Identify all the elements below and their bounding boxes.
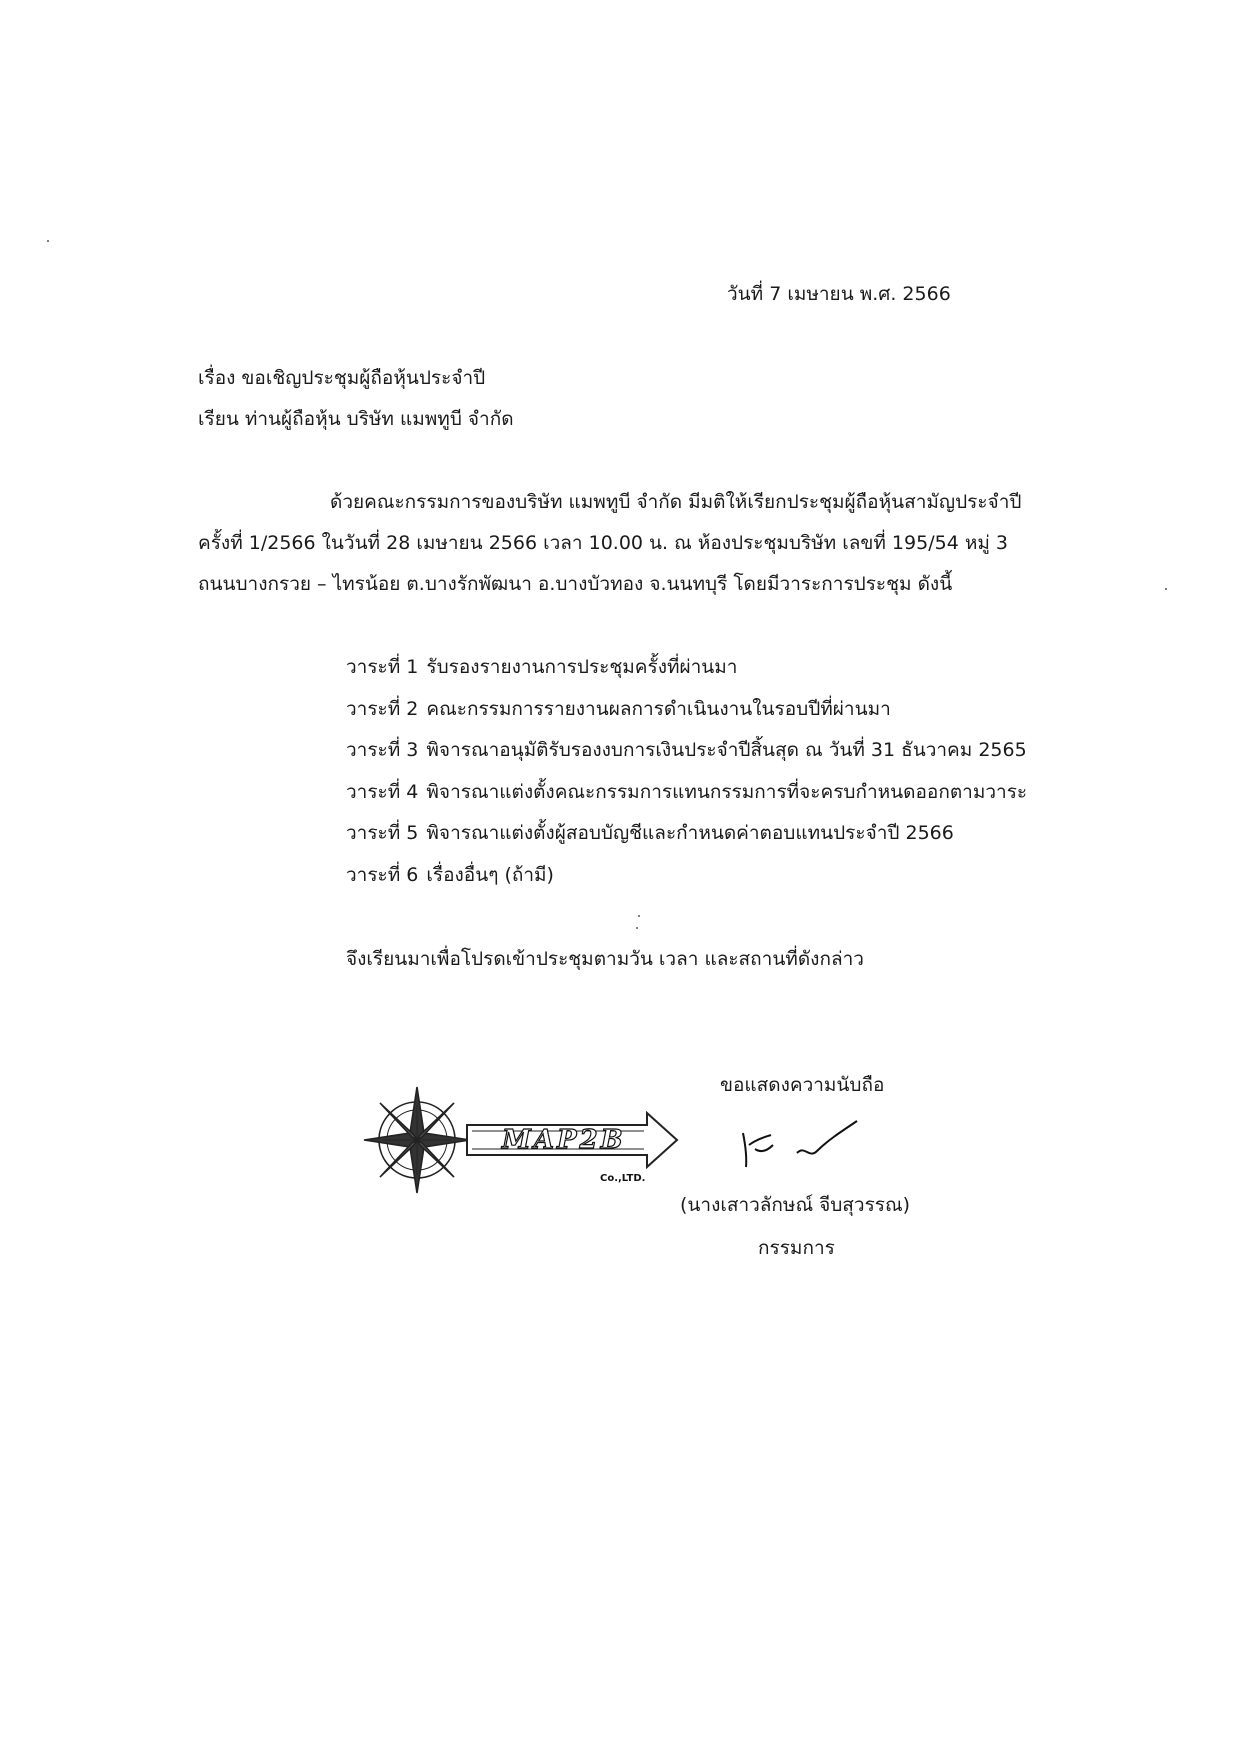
agenda-text: รับรองรายงานการประชุมครั้งที่ผ่านมา xyxy=(426,656,738,678)
body-line-2: ครั้งที่ 1/2566 ในวันที่ 28 เมษายน 2566 เวลา 10.00 น. ณ ห้องประชุมบริษัท เลขที่ 195/54 หมู่ 3 xyxy=(198,532,1008,554)
letter-date: วันที่ 7 เมษายน พ.ศ. 2566 xyxy=(727,283,951,305)
agenda-text: พิจารณาแต่งตั้งผู้สอบบัญชีและกำหนดค่าตอบแทนประจำปี 2566 xyxy=(426,822,954,845)
agenda-label: วาระที่ 4 xyxy=(346,780,419,803)
agenda-item xyxy=(346,697,1027,739)
letter-subject: เรื่อง ขอเชิญประชุมผู้ถือหุ้นประจำปี xyxy=(198,367,486,389)
agenda-item xyxy=(346,863,1027,905)
scan-speck xyxy=(1165,588,1167,590)
agenda-text: เรื่องอื่นๆ (ถ้ามี) xyxy=(426,863,554,886)
scan-speck xyxy=(636,927,638,929)
signer-name: (นางเสาวลักษณ์ จีบสุวรรณ) xyxy=(680,1194,911,1216)
signer-title: กรรมการ xyxy=(758,1237,835,1259)
agenda-label: วาระที่ 1 xyxy=(346,656,419,678)
scan-speck xyxy=(47,240,49,242)
compass-rose-icon xyxy=(364,1087,470,1193)
agenda-label: วาระที่ 5 xyxy=(346,822,419,845)
agenda-item xyxy=(346,655,1027,697)
agenda-item xyxy=(346,780,1027,822)
agenda-text: คณะกรรมการรายงานผลการดำเนินงานในรอบปีที่ผ่านมา xyxy=(426,697,891,720)
closing-sentence: จึงเรียนมาเพื่อโปรดเข้าประชุมตามวัน เวลา และสถานที่ดังกล่าว xyxy=(346,948,864,970)
letter-recipient: เรียน ท่านผู้ถือหุ้น บริษัท แมพทูบี จำกัด xyxy=(198,408,514,430)
regards-text: ขอแสดงความนับถือ xyxy=(720,1074,885,1096)
agenda-text: พิจารณาแต่งตั้งคณะกรรมการแทนกรรมการที่จะครบกำหนดออกตามวาระ xyxy=(426,780,1028,803)
agenda-label: วาระที่ 2 xyxy=(346,697,419,720)
logo-text: MAP2B xyxy=(502,1125,626,1155)
scan-speck xyxy=(638,915,640,917)
agenda-label: วาระที่ 6 xyxy=(346,863,419,886)
body-line-1: ด้วยคณะกรรมการของบริษัท แมพทูบี จำกัด มีมติให้เรียกประชุมผู้ถือหุ้นสามัญประจำปี xyxy=(330,491,1022,513)
company-seal xyxy=(362,1085,702,1195)
agenda-label: วาระที่ 3 xyxy=(346,739,419,762)
logo-suffix: Co.,LTD. xyxy=(600,1173,646,1184)
body-line-3: ถนนบางกรวย – ไทรน้อย ต.บางรักพัฒนา อ.บางบัวทอง จ.นนทบุรี โดยมีวาระการประชุม ดังนี้ xyxy=(198,573,953,595)
agenda-list xyxy=(346,655,1027,905)
agenda-item xyxy=(346,738,1027,780)
agenda-text: พิจารณาอนุมัติรับรองงบการเงินประจำปีสิ้นสุด ณ วันที่ 31 ธันวาคม 2565 xyxy=(426,739,1027,762)
signature-mark xyxy=(735,1115,865,1175)
agenda-item xyxy=(346,821,1027,863)
